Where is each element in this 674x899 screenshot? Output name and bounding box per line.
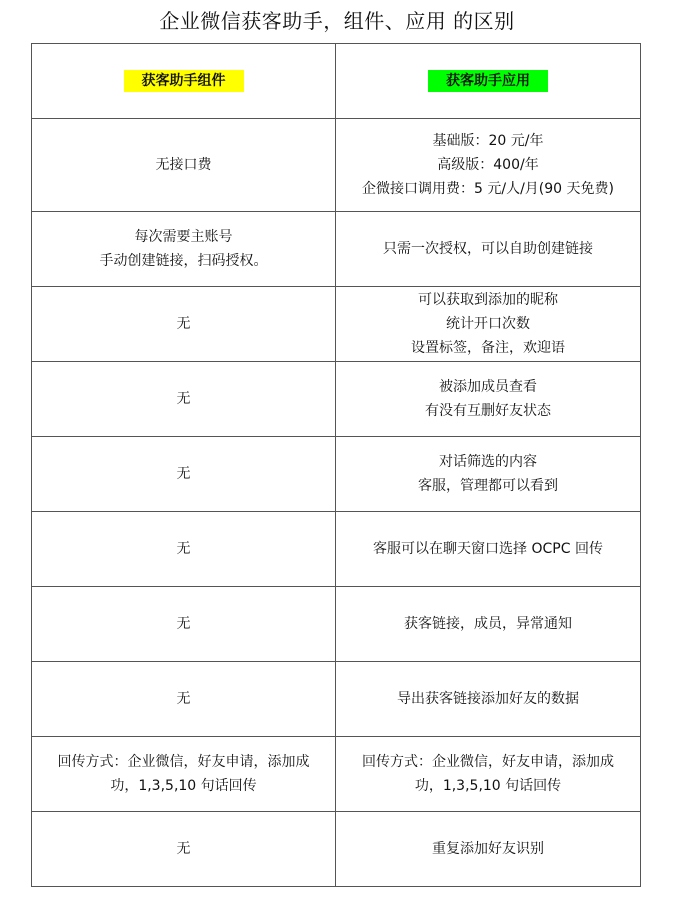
cell-text: 重复添加好友识别 xyxy=(432,841,544,857)
cell-text: 客服，管理都可以看到 xyxy=(418,478,558,494)
application-cell xyxy=(336,587,641,662)
cell-text: 无 xyxy=(176,316,191,332)
cell-text: 导出获客链接添加好友的数据 xyxy=(397,691,579,707)
application-cell xyxy=(336,287,641,362)
cell-text: 手动创建链接，扫码授权。 xyxy=(99,253,268,269)
cell-text: 无 xyxy=(176,691,191,707)
application-cell xyxy=(336,437,641,512)
cell-text: 回传方式：企业微信，好友申请，添加成 xyxy=(57,754,310,770)
table-row xyxy=(32,587,641,662)
table-row xyxy=(32,119,641,212)
table-row xyxy=(32,437,641,512)
component-cell xyxy=(32,662,336,737)
header-label-component: 获客助手组件 xyxy=(124,70,244,92)
cell-text: 无 xyxy=(176,541,191,557)
application-cell xyxy=(336,737,641,812)
table-row xyxy=(32,737,641,812)
cell-text: 无 xyxy=(176,841,191,857)
table-row xyxy=(32,662,641,737)
cell-text: 获客链接，成员，异常通知 xyxy=(404,616,572,632)
application-cell xyxy=(336,812,641,887)
component-cell xyxy=(32,212,336,287)
cell-text: 客服可以在聊天窗口选择 OCPC 回传 xyxy=(373,541,603,557)
component-cell xyxy=(32,587,336,662)
table-row xyxy=(32,812,641,887)
cell-text: 可以获取到添加的昵称 xyxy=(418,292,558,308)
header-label-application: 获客助手应用 xyxy=(428,70,548,92)
page-title: 企业微信获客助手，组件、应用 的区别 xyxy=(159,9,515,33)
cell-text: 统计开口次数 xyxy=(446,316,530,332)
component-cell xyxy=(32,512,336,587)
component-cell xyxy=(32,812,336,887)
cell-text: 功，1,3,5,10 句话回传 xyxy=(414,778,562,794)
header-cell-application xyxy=(336,44,641,119)
application-cell xyxy=(336,662,641,737)
component-cell xyxy=(32,287,336,362)
cell-text: 设置标签，备注，欢迎语 xyxy=(411,340,565,356)
component-cell xyxy=(32,737,336,812)
cell-text: 回传方式：企业微信，好友申请，添加成 xyxy=(362,754,614,770)
component-cell xyxy=(32,362,336,437)
component-cell xyxy=(32,437,336,512)
cell-text: 企微接口调用费：5 元/人/月(90 天免费) xyxy=(362,181,614,197)
cell-text: 对话筛选的内容 xyxy=(439,454,537,470)
comparison-table xyxy=(31,43,641,887)
cell-text: 功，1,3,5,10 句话回传 xyxy=(110,778,257,794)
component-cell xyxy=(32,119,336,212)
header-cell-component xyxy=(32,44,336,119)
application-cell xyxy=(336,362,641,437)
cell-text: 高级版：400/年 xyxy=(437,157,539,173)
table-row xyxy=(32,512,641,587)
cell-text: 有没有互删好友状态 xyxy=(425,403,551,419)
cell-text: 只需一次授权，可以自助创建链接 xyxy=(383,241,593,257)
table-row xyxy=(32,362,641,437)
table-row xyxy=(32,287,641,362)
header-row xyxy=(32,44,641,119)
cell-text: 无 xyxy=(176,616,191,632)
cell-text: 基础版：20 元/年 xyxy=(432,133,544,149)
cell-text: 无 xyxy=(176,391,191,407)
application-cell xyxy=(336,212,641,287)
table-row xyxy=(32,212,641,287)
cell-text: 无接口费 xyxy=(155,157,212,173)
cell-text: 被添加成员查看 xyxy=(439,379,537,395)
cell-text: 无 xyxy=(176,466,191,482)
application-cell xyxy=(336,512,641,587)
application-cell xyxy=(336,119,641,212)
cell-text: 每次需要主账号 xyxy=(134,229,233,245)
